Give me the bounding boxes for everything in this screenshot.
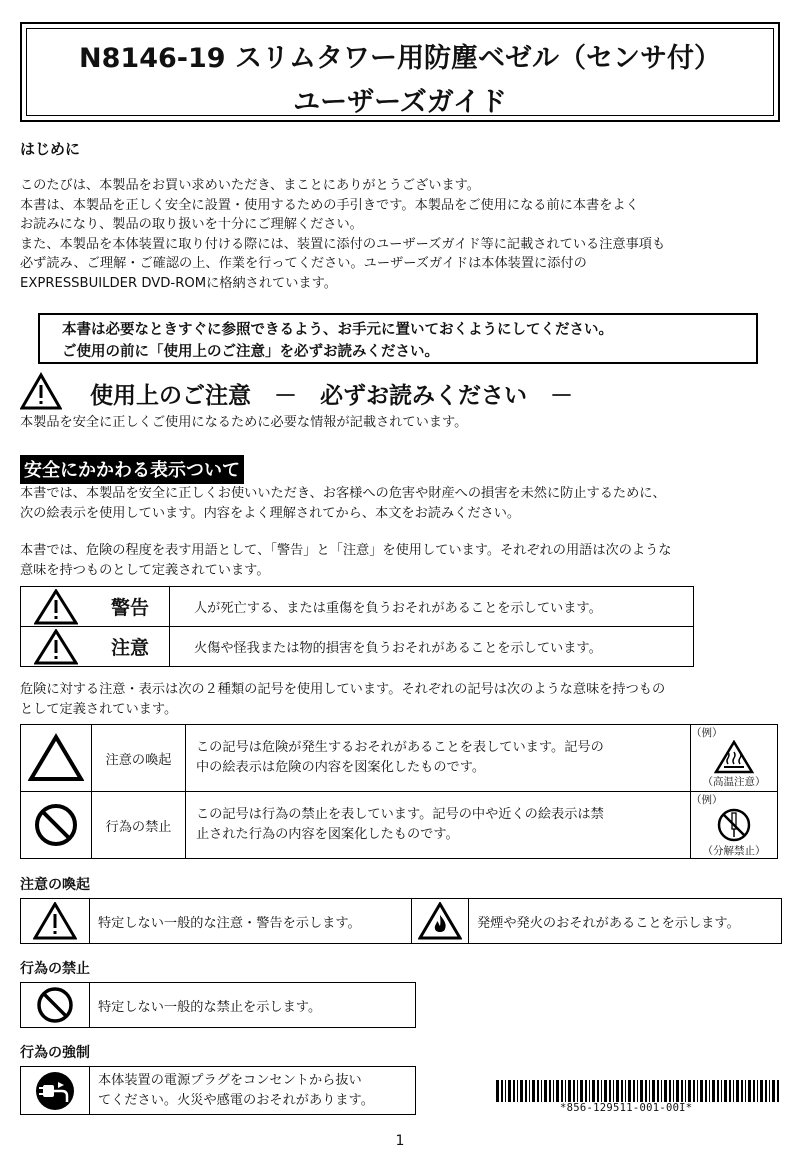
symbol-desc-line: 止された行為の内容を図案化したものです。 — [196, 827, 459, 842]
barcode-bar — [753, 1080, 755, 1102]
barcode-bar — [733, 1080, 734, 1102]
symbol-name: 行為の禁止 — [92, 792, 186, 859]
barcode-bar — [640, 1080, 643, 1102]
hot-surface-icon — [714, 740, 754, 774]
barcode-bar — [748, 1080, 751, 1102]
level-icon-cell — [21, 587, 92, 627]
symbol-desc — [186, 792, 691, 859]
table-row — [21, 1067, 416, 1115]
barcode-bar — [657, 1080, 659, 1102]
prohibition-icon — [35, 985, 75, 1025]
attention-item: 特定しない一般的な注意・警告を示します。 — [90, 899, 412, 944]
barcode-bar — [589, 1080, 590, 1102]
safety-heading: 安全にかかわる表示ついて — [20, 455, 244, 484]
barcode-bar — [532, 1080, 535, 1102]
safety-para1-line: 本書では、本製品を安全に正しくお使いいただき、お客様への危害や財産への損害を未然に防止するために、 — [20, 486, 666, 501]
example-label: （例） — [691, 727, 723, 739]
barcode-bar — [736, 1080, 739, 1102]
safety-para3-line: として定義されています。 — [20, 701, 178, 717]
symbol-desc-line: この記号は危険が発生するおそれがあることを表しています。記号の — [196, 740, 604, 755]
caution-heading: 使用上のご注意 － 必ずお読みください － — [90, 383, 573, 409]
mandatory-table — [20, 1066, 416, 1115]
barcode-bar — [721, 1080, 722, 1102]
symbol-desc-line: 中の絵表示は危険の内容を図案化したものです。 — [196, 760, 486, 775]
safety-para2 — [20, 541, 671, 580]
intro-line: EXPRESSBUILDER DVD-ROMに格納されています。 — [20, 275, 337, 291]
notice-line2: ご使用の前に「使用上のご注意」を必ずお読みください。 — [62, 344, 439, 360]
barcode-bar — [496, 1080, 499, 1102]
barcode-bar — [705, 1080, 707, 1102]
barcode-bar — [661, 1080, 662, 1102]
barcode-bar — [517, 1080, 518, 1102]
levels-table — [20, 586, 694, 667]
mandatory-icon-cell — [21, 1067, 90, 1115]
barcode-text: *856-129511-001-00I* — [560, 1102, 693, 1114]
barcode-bar — [676, 1080, 679, 1102]
symbol-example-cell — [691, 792, 778, 859]
barcode-bar — [712, 1080, 715, 1102]
barcode-bar — [745, 1080, 746, 1102]
level-icon-cell — [21, 627, 92, 667]
doc-title-line2: ユーザーズガイド — [293, 87, 507, 118]
barcode — [496, 1080, 780, 1102]
symbol-icon-cell — [21, 792, 92, 859]
intro-line: お読みになり、製品の取り扱いを十分にご理解ください。 — [20, 217, 363, 232]
barcode-bar — [553, 1080, 554, 1102]
table-row — [21, 792, 778, 859]
barcode-bar — [669, 1080, 671, 1102]
barcode-bar — [580, 1080, 583, 1102]
attention-icon-cell — [412, 899, 469, 944]
page-number: 1 — [395, 1133, 405, 1149]
table-row — [21, 983, 416, 1028]
mandatory-item — [90, 1067, 416, 1115]
safety-para1 — [20, 484, 666, 523]
barcode-bar — [741, 1080, 743, 1102]
barcode-bar — [645, 1080, 647, 1102]
intro-heading: はじめに — [20, 140, 81, 158]
barcode-bar — [729, 1080, 731, 1102]
barcode-bar — [549, 1080, 551, 1102]
barcode-bar — [508, 1080, 511, 1102]
symbol-desc — [186, 725, 691, 792]
mandatory-line: 本体装置の電源プラグをコンセントから抜い — [98, 1072, 362, 1088]
doc-title-line1: N8146-19 スリムタワー用防塵ベゼル（センサ付） — [79, 43, 721, 74]
barcode-bar — [577, 1080, 578, 1102]
intro-line: また、本製品を本体装置に取り付ける際には、装置に添付のユーザーズガイド等に記載されている注意事項も — [20, 236, 666, 252]
level-term: 注意 — [91, 627, 170, 667]
barcode-bar — [601, 1080, 602, 1102]
prohibit-heading: 行為の禁止 — [20, 961, 90, 977]
prohibit-table — [20, 982, 416, 1028]
caution-triangle-icon — [28, 733, 84, 783]
attention-table — [20, 898, 782, 944]
barcode-bar — [637, 1080, 638, 1102]
barcode-bar — [724, 1080, 727, 1102]
warning-triangle-icon — [20, 372, 62, 410]
unplug-icon — [34, 1070, 76, 1112]
barcode-bar — [613, 1080, 614, 1102]
barcode-bar — [697, 1080, 698, 1102]
barcode-bar — [544, 1080, 547, 1102]
barcode-bar — [757, 1080, 758, 1102]
barcode-bar — [688, 1080, 691, 1102]
level-term: 警告 — [91, 587, 170, 627]
intro-line: 本書は、本製品を正しく安全に設置・使用するための手引きです。本製品をご使用になる前に本書をよく — [20, 197, 639, 213]
attention-heading: 注意の喚起 — [20, 877, 90, 893]
symbols-table — [20, 724, 778, 859]
table-row — [21, 587, 694, 627]
barcode-bar — [649, 1080, 650, 1102]
barcode-bar — [664, 1080, 667, 1102]
barcode-bar — [604, 1080, 607, 1102]
warning-triangle-icon — [34, 589, 78, 625]
safety-para3 — [20, 680, 665, 719]
barcode-bar — [568, 1080, 571, 1102]
barcode-bar — [621, 1080, 623, 1102]
symbol-desc-line: この記号は行為の禁止を表しています。記号の中や近くの絵表示は禁 — [196, 807, 604, 822]
caution-sub: 本製品を安全に正しくご使用になるために必要な情報が記載されています。 — [20, 415, 468, 430]
barcode-bar — [505, 1080, 506, 1102]
mandatory-line: てください。火災や感電のおそれがあります。 — [98, 1092, 374, 1108]
barcode-bar — [525, 1080, 527, 1102]
barcode-bar — [633, 1080, 635, 1102]
notice-line1: 本書は必要なときすぐに参照できるよう、お手元に置いておくようにしてください。 — [62, 322, 613, 338]
barcode-bar — [769, 1080, 770, 1102]
barcode-bar — [501, 1080, 503, 1102]
table-row — [21, 627, 694, 667]
symbol-example-cell — [691, 725, 778, 792]
barcode-bar — [616, 1080, 619, 1102]
barcode-bar — [717, 1080, 719, 1102]
intro-paragraph — [20, 176, 665, 293]
prohibit-icon-cell — [21, 983, 90, 1028]
barcode-bar — [585, 1080, 587, 1102]
barcode-bar — [609, 1080, 611, 1102]
barcode-bar — [628, 1080, 631, 1102]
symbol-icon-cell — [21, 725, 92, 792]
barcode-bar — [693, 1080, 695, 1102]
safety-para2-line: 意味を持つものとして定義されています。 — [20, 562, 270, 578]
barcode-bar — [685, 1080, 686, 1102]
safety-para1-line: 次の絵表示を使用しています。内容をよく理解されてから、本文をお読みください。 — [20, 505, 521, 521]
attention-icon-cell — [21, 899, 90, 944]
example-caption: （高温注意） — [702, 776, 766, 788]
barcode-bar — [777, 1080, 779, 1102]
level-desc: 人が死亡する、または重傷を負うおそれがあることを示しています。 — [170, 587, 694, 627]
mandatory-heading: 行為の強制 — [20, 1045, 90, 1061]
warning-triangle-icon — [33, 902, 77, 940]
intro-line: 必ず読み、ご理解・ご確認の上、作業を行ってください。ユーザーズガイドは本体装置に添付の — [20, 256, 587, 271]
title-box — [20, 22, 780, 122]
barcode-bar — [709, 1080, 710, 1102]
barcode-bar — [537, 1080, 539, 1102]
barcode-bar — [541, 1080, 542, 1102]
fire-hazard-icon — [418, 902, 462, 940]
barcode-bar — [700, 1080, 703, 1102]
safety-para2-line: 本書では、危険の程度を表す用語として、「警告」と「注意」を使用しています。それぞれの用語は次のような — [20, 543, 672, 558]
attention-item: 発煙や発火のおそれがあることを示します。 — [469, 899, 782, 944]
barcode-bar — [681, 1080, 683, 1102]
barcode-bar — [765, 1080, 767, 1102]
barcode-bar — [513, 1080, 515, 1102]
notice-box — [38, 313, 758, 364]
barcode-bar — [520, 1080, 523, 1102]
no-disassembly-icon — [716, 807, 752, 843]
symbol-name: 注意の喚起 — [92, 725, 186, 792]
barcode-bar — [760, 1080, 763, 1102]
barcode-bar — [597, 1080, 599, 1102]
safety-para3-line: 危険に対する注意・表示は次の２種類の記号を使用しています。それぞれの記号は次のような意味を持つもの — [20, 682, 666, 697]
barcode-bar — [673, 1080, 674, 1102]
barcode-bar — [592, 1080, 595, 1102]
intro-line: このたびは、本製品をお買い求めいただき、まことにありがとうございます。 — [20, 178, 480, 193]
barcode-bar — [573, 1080, 575, 1102]
barcode-bar — [625, 1080, 626, 1102]
barcode-bar — [556, 1080, 559, 1102]
example-label: （例） — [691, 794, 723, 806]
prohibition-icon — [33, 802, 79, 848]
example-caption: （分解禁止） — [702, 845, 766, 857]
barcode-bar — [772, 1080, 775, 1102]
barcode-bar — [565, 1080, 566, 1102]
barcode-bar — [561, 1080, 563, 1102]
level-desc: 火傷や怪我または物的損害を負うおそれがあることを示しています。 — [170, 627, 694, 667]
prohibit-item: 特定しない一般的な禁止を示します。 — [90, 983, 416, 1028]
table-row — [21, 725, 778, 792]
warning-triangle-icon — [34, 629, 78, 665]
table-row — [21, 899, 782, 944]
barcode-bar — [652, 1080, 655, 1102]
barcode-bar — [529, 1080, 530, 1102]
